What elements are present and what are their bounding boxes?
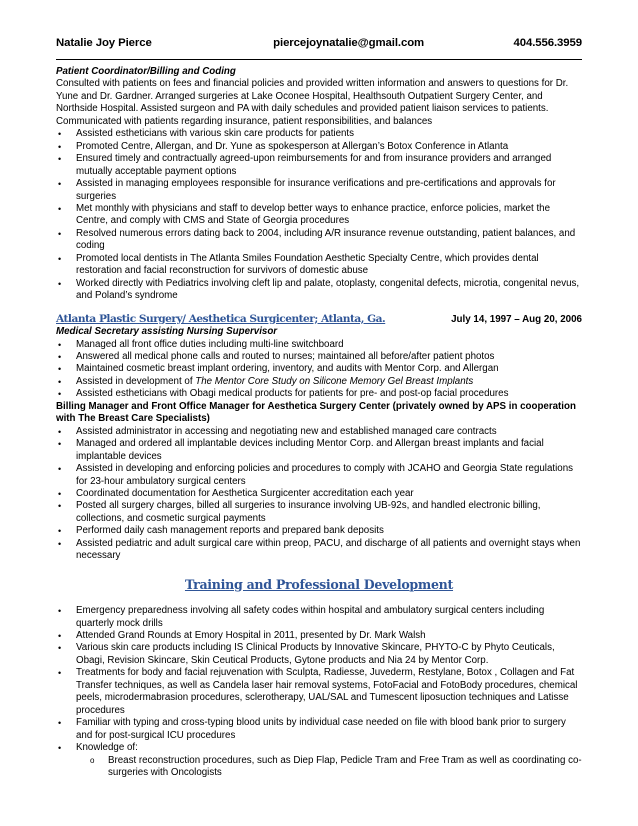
bullet-icon: • bbox=[58, 364, 62, 375]
candidate-email: piercejoynatalie@gmail.com bbox=[273, 37, 425, 49]
bullet-icon: • bbox=[58, 538, 62, 549]
bullet-icon: • bbox=[58, 376, 62, 387]
job2-role1-bullet-list bbox=[56, 339, 582, 401]
job2-role2-title: Billing Manager and Front Office Manager for Aesthetica Surgery Center (privately owned by APS in cooperation with The Breast Care Specialists) bbox=[56, 400, 576, 425]
bullet-icon: • bbox=[58, 179, 62, 190]
list-item: • Resolved numerous errors dating back to 2004, including A/R insurance revenue outstanding, patient balances, and coding bbox=[58, 227, 576, 252]
bullet-icon: • bbox=[58, 154, 62, 165]
bullet-icon: • bbox=[58, 129, 62, 140]
bullet-icon: • bbox=[58, 743, 62, 754]
bullet-icon: • bbox=[58, 488, 62, 499]
sub-bullet-icon: o bbox=[90, 755, 95, 765]
list-item: • Answered all medical phone calls and routed to nurses; maintained all before/after patient photos bbox=[58, 350, 495, 362]
job2-dates: July 14, 1997 – Aug 20, 2006 bbox=[451, 313, 582, 325]
bullet-icon: • bbox=[58, 351, 62, 362]
knowledge-sub-list bbox=[56, 755, 582, 780]
list-item: • Emergency preparedness involving all safety codes within hospital and ambulatory surgical centers including quarterly mock drills bbox=[58, 605, 545, 629]
job1-bullet-list bbox=[56, 128, 582, 302]
bullet-icon: • bbox=[58, 526, 62, 537]
list-item: • Managed all front office duties including multi-line switchboard bbox=[58, 338, 344, 350]
list-item: • Various skin care products including IS Clinical Products by Innovative Skincare, PHYTO-C by Phyto Ceuticals, Obagi, Revision Skincare, Skin Ceutical Products, Gytone products and Nia 24 by Mentor Corp. bbox=[58, 642, 555, 666]
list-item: • Assisted in managing employees responsible for insurance verifications and pre-certifications and approvals for surgeries bbox=[58, 178, 556, 202]
bullet-icon: • bbox=[58, 464, 62, 475]
bullet-icon: • bbox=[58, 668, 62, 679]
job1-title: Patient Coordinator/Billing and Coding bbox=[56, 66, 236, 77]
list-item: • Coordinated documentation for Aesthetica Surgicenter accreditation each year bbox=[58, 487, 414, 499]
list-item: o Breast reconstruction procedures, such as Diep Flap, Pedicle Tram and Free Tram as well as coordinating co-surgeries with Oncologists bbox=[90, 754, 582, 779]
list-item: • Posted all surgery charges, billed all surgeries to insurance involving UB-92s, and handled electronic billing, collections, and cosmetic surgical payments bbox=[58, 500, 541, 524]
job2-role2-bullet-list bbox=[56, 426, 582, 563]
bullet-icon: • bbox=[58, 253, 62, 264]
list-item: • Maintained cosmetic breast implant ordering, inventory, and audits with Mentor Corp. and Allergan bbox=[58, 363, 499, 375]
resume-body bbox=[56, 66, 582, 779]
training-bullet-list bbox=[56, 605, 582, 754]
bullet-icon: • bbox=[58, 606, 62, 617]
candidate-phone: 404.556.3959 bbox=[513, 37, 582, 49]
list-item: • Assisted estheticians with Obagi medical products for patients for pre- and post-op facial procedures bbox=[58, 388, 509, 400]
list-item: • Attended Grand Rounds at Emory Hospital in 2011, presented by Dr. Mark Walsh bbox=[58, 630, 426, 642]
list-item: • Managed and ordered all implantable devices including Mentor Corp. and Allergan breast implants and facial implantable devices bbox=[58, 438, 544, 462]
bullet-icon: • bbox=[58, 203, 62, 214]
bullet-icon: • bbox=[58, 278, 62, 289]
list-item: • Assisted estheticians with various skin care products for patients bbox=[58, 128, 355, 140]
training-heading: Training and Professional Development bbox=[184, 576, 454, 592]
bullet-icon: • bbox=[58, 141, 62, 152]
list-item: • Promoted Centre, Allergan, and Dr. Yune as spokesperson at Allergan’s Botox Conference in Atlanta bbox=[58, 140, 509, 152]
bullet-icon: • bbox=[58, 718, 62, 729]
list-item: • Ensured timely and contractually agreed-upon reimbursements for and from insurance providers and arranged mutually acceptable payment options bbox=[58, 153, 552, 177]
job2-heading-row bbox=[56, 313, 582, 326]
list-item: • Met monthly with physicians and staff to develop better ways to enhance practice, enforce policies, market the Centre, and comply with CMS and State of Georgia procedures bbox=[58, 202, 551, 227]
job1-summary: Consulted with patients on fees and financial policies and provided written information and answers to questions for Dr. Yune and Dr. Gardner. Arranged surgeries at Lake Oconee Hospital, Healthsouth Outpatient Surgery Center, and Northside Hospital. Assisted surgeon and PA with daily schedules and provided patient liaison services to patients. Communicated with patients regarding insurance, patient responsibilities, and balances bbox=[56, 78, 569, 127]
contact-header bbox=[56, 37, 582, 49]
bullet-icon: • bbox=[58, 389, 62, 400]
job2-role1-title: Medical Secretary assisting Nursing Supervisor bbox=[56, 326, 278, 338]
list-item: • Assisted in development of The Mentor Core Study on Silicone Memory Gel Breast Implants bbox=[58, 375, 474, 387]
list-item: • Knowledge of: bbox=[58, 742, 138, 754]
bullet-icon: • bbox=[58, 501, 62, 512]
bullet-icon: • bbox=[58, 339, 62, 350]
list-item: • Assisted in developing and enforcing policies and procedures to comply with JCAHO and Georgia State regulations for 23-hour ambulatory surgical centers bbox=[58, 463, 573, 487]
bullet-icon: • bbox=[58, 643, 62, 654]
study-title: The Mentor Core Study on Silicone Memory Gel Breast Implants bbox=[195, 375, 474, 387]
candidate-name: Natalie Joy Pierce bbox=[56, 37, 152, 49]
job2-employer: Atlanta Plastic Surgery/ Aesthetica Surgicenter; Atlanta, Ga. bbox=[56, 312, 386, 325]
list-item: • Promoted local dentists in The Atlanta Smiles Foundation Aesthetic Specialty Centre, which provides dental restoration and facial reconstruction for survivors of domestic abuse bbox=[58, 252, 539, 277]
list-item: • Assisted pediatric and adult surgical care within preop, PACU, and discharge of all patients and overnight stays when necessary bbox=[58, 537, 581, 562]
list-item: • Assisted administrator in accessing and negotiating new and established managed care contracts bbox=[58, 425, 497, 437]
bullet-icon: • bbox=[58, 426, 62, 437]
list-item: • Treatments for body and facial rejuvenation with Sculpta, Radiesse, Juvederm, Restylane, Botox , Collagen and Fat Transfer techniques, as well as Candela laser hair removal systems, FotoFacial and FotoBody procedures, chemical peels, microdermabrasion procedures, sclerotherapy, UAL/SAL and Tumescent liposuction techniques and Latisse procedures bbox=[58, 667, 578, 716]
bullet-icon: • bbox=[58, 228, 62, 239]
list-item: • Worked directly with Pediatrics involving cleft lip and palate, otoplasty, congenital defects, microtia, congenital nevus, and Poland’s syndrome bbox=[58, 277, 580, 302]
bullet-icon: • bbox=[58, 631, 62, 642]
bullet-icon: • bbox=[58, 439, 62, 450]
list-item: • Familiar with typing and cross-typing blood units by individual case needed on file with blood bank prior to surgery and for post-surgical ICU procedures bbox=[58, 717, 566, 741]
list-item: • Performed daily cash management reports and prepared bank deposits bbox=[58, 525, 384, 537]
header-divider bbox=[56, 59, 582, 60]
